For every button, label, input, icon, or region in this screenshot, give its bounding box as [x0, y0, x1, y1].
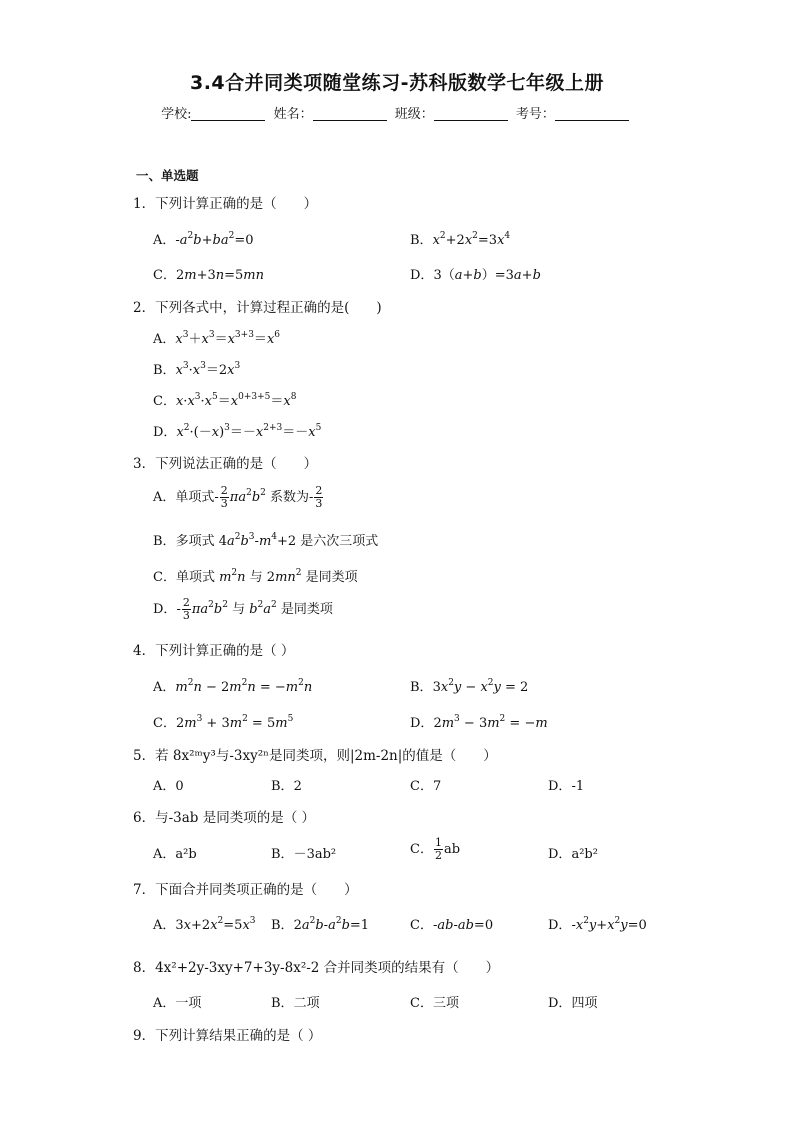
page-title: 3.4合并同类项随堂练习-苏科版数学七年级上册 [189, 72, 605, 94]
question-8-option-d: D．四项 [548, 996, 598, 1011]
question-8-option-c: C．三项 [410, 996, 459, 1011]
question-8-stem: 8．4x²+2y-3xy+7+3y-8x²-2 合并同类项的结果有（ ） [133, 960, 500, 976]
question-5-option-d: D．-1 [548, 779, 585, 794]
question-6-option-d: D．a²b² [548, 847, 598, 862]
question-2-option-d: D．$x^2\cdot(-x)^3=-x^{2+3}=-x^5$ [153, 423, 322, 440]
question-6-stem: 6．与-3ab 是同类项的是（ ） [133, 810, 316, 826]
question-3-option-d: D．- $\frac{2}{3}$ $\pi a^2b^2$ 与 $b^2a^2$ 是同类项 [153, 596, 333, 622]
question-7-option-c: C．-ab-ab=0 [410, 918, 494, 933]
question-1-option-a: A．$-a^2b+ba^2=0$ [153, 231, 254, 248]
question-7-stem: 7．下面合并同类项正确的是（ ） [133, 882, 358, 898]
question-7-option-d: D．$-x^2y+x^2y=0$ [548, 916, 647, 933]
question-4-option-b: B．$3x^2y - x^2y = 2$ [410, 678, 529, 695]
class-label: 班级： [394, 107, 434, 122]
question-4-stem: 4．下列计算正确的是（ ） [133, 643, 295, 659]
question-8-option-a: A．一项 [153, 996, 202, 1011]
question-3-option-c: C．单项式 $m^2n$ 与 $2mn^2$ 是同类项 [153, 568, 358, 585]
question-1-option-c: C．2m+3n=5mn [153, 268, 264, 283]
question-2-option-a: A．$x^3+x^3=x^{3+3}=x^6$ [153, 330, 281, 347]
class-blank[interactable] [434, 107, 508, 121]
question-4-option-d: D．$2m^3 - 3m^2 = -m$ [410, 714, 548, 731]
question-6-option-a: A．a²b [153, 847, 197, 862]
question-7-option-b: B．$2a^2b-a^2b=1$ [271, 916, 370, 933]
question-2-stem: 2．下列各式中，计算过程正确的是( ) [133, 300, 382, 316]
exam-number-blank[interactable] [555, 107, 629, 121]
question-4-option-a: A．$m^2n - 2m^2n = -m^2n$ [153, 678, 313, 695]
question-5-option-c: C．7 [410, 779, 442, 794]
question-2-option-c: C．$x\cdot x^3\cdot x^5=x^{0+3+5}=x^8$ [153, 392, 297, 409]
section-heading: 一、单选题 [136, 168, 199, 183]
question-9-stem: 9．下列计算结果正确的是（ ） [133, 1028, 322, 1044]
question-8-option-b: B．二项 [271, 996, 320, 1011]
question-6-option-c: C． $\frac{1}{2}$ ab [410, 836, 461, 862]
question-3-option-b: B．多项式 $4a^2b^3-m^4+2$ 是六次三项式 [153, 532, 379, 549]
question-6-option-b: B．－3ab² [271, 847, 337, 862]
question-2-option-b: B．$x^3\cdot x^3=2x^3$ [153, 361, 241, 378]
school-blank[interactable] [191, 107, 265, 121]
school-label: 学校: [161, 107, 192, 122]
question-1-option-d: D．3（a+b）=3a+b [410, 268, 541, 283]
question-4-option-c: C．$2m^3 + 3m^2 = 5m^5$ [153, 714, 294, 731]
question-3-option-a: A．单项式- $\frac{2}{3}$ $\pi a^2b^2$ 系数为- $\frac{2}{3}$ [153, 484, 323, 510]
question-5-option-a: A．0 [153, 779, 184, 794]
question-3-stem: 3．下列说法正确的是（ ） [133, 456, 318, 472]
question-5-stem: 5．若 8x²ᵐy³与-3xy²ⁿ是同类项，则|2m-2n|的值是（ ） [133, 748, 497, 764]
student-info-line [0, 103, 794, 122]
question-7-option-a: A．$3x+2x^2=5x^3$ [153, 916, 256, 933]
question-1-stem: 1．下列计算正确的是（ ） [133, 196, 318, 212]
question-1-option-b: B．$x^2+2x^2=3x^4$ [410, 231, 511, 248]
question-5-option-b: B．2 [271, 779, 302, 794]
name-blank[interactable] [313, 107, 387, 121]
name-label: 姓名： [273, 107, 313, 122]
exam-number-label: 考号： [515, 107, 555, 122]
